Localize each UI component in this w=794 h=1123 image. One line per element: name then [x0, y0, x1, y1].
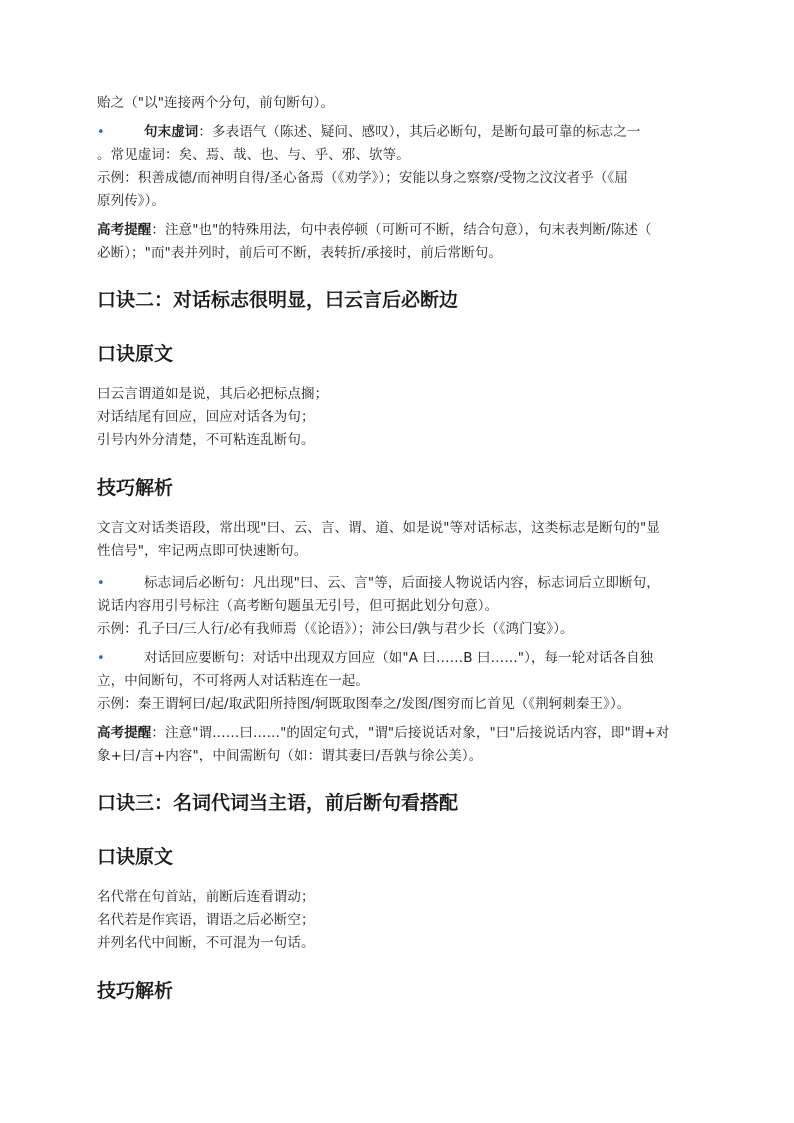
term-definition: ：多表语气（陈述、疑问、感叹），其后必断句，是断句最可靠的标志之一: [198, 124, 641, 140]
exam-tip-label: 高考提醒: [97, 725, 152, 741]
list-item-dialogue-response: [97, 647, 699, 716]
term-definition-cont: 。常见虚词：矣、焉、哉、也、与、乎、邪、欤等。: [97, 147, 410, 163]
exam-tip-text: ：注意"谓……曰……"的固定句式，"谓"后接说话对象，"曰"后接说话内容，即"谓+对: [151, 725, 670, 741]
verse-line: 引号内外分清楚，不可粘连乱断句。: [97, 432, 315, 448]
verse-line: 并列名代中间断，不可混为一句话。: [97, 935, 315, 951]
list-item-text: 标志词后必断句：凡出现"曰、云、言"等，后面接人物说话内容，标志词后立即断句，: [144, 575, 660, 591]
exam-tip-text-cont: 象+曰/言+内容"，中间需断句（如：谓其妻曰/吾孰与徐公美）。: [97, 748, 483, 764]
verse-heading: 口诀原文: [97, 343, 174, 365]
analysis-text: 文言文对话类语段，常出现"曰、云、言、谓、道、如是说"等对话标志，这类标志是断句的"显: [97, 520, 660, 536]
exam-tip: [97, 722, 699, 768]
example-line-cont: 原列传》）。: [97, 193, 166, 209]
term-label: 句末虚词: [144, 124, 199, 140]
list-item-text-cont: 说话内容用引号标注（高考断句题虽无引号，但可据此划分句意）。: [97, 598, 499, 614]
verse-line: 曰云言谓道如是说，其后必把标点搁；: [97, 386, 329, 402]
intro-line: 贻之（"以"连接两个分句，前句断句）。: [97, 95, 335, 111]
exam-tip-label: 高考提醒: [97, 222, 152, 238]
exam-tip-text: ：注意"也"的特殊用法，句中表停顿（可断可不断，结合句意），句末表判断/陈述（: [151, 222, 652, 238]
analysis-heading: 技巧解析: [97, 477, 174, 499]
exam-tip-text-cont: 必断）；"而"表并列时，前后可不断，表转折/承接时，前后常断句。: [97, 245, 502, 261]
bullet-icon: •: [97, 576, 105, 591]
bullet-icon: •: [97, 651, 105, 666]
verse-line: 对话结尾有回应，回应对话各为句；: [97, 409, 315, 425]
section-title: 口诀二：对话标志很明显，曰云言后必断边: [97, 289, 459, 311]
document-page: [97, 92, 699, 1006]
verse-line: 名代常在句首站，前断后连看谓动；: [97, 889, 315, 905]
list-item-marker-words: [97, 572, 699, 641]
verse-line: 名代若是作宾语，谓语之后必断空；: [97, 912, 315, 928]
exam-tip: [97, 219, 699, 265]
example-line: 示例：孔子曰/三人行/必有我师焉（《论语》）；沛公曰/孰与君少长（《鸿门宴》）。: [97, 621, 574, 637]
list-item-sentence-final-particles: [97, 121, 699, 213]
bullet-icon: •: [97, 125, 105, 140]
example-line: 示例：积善成德/而神明自得/圣心备焉（《劝学》）；安能以身之察察/受物之汶汶者乎（《屈: [97, 170, 628, 186]
analysis-heading: 技巧解析: [97, 980, 174, 1002]
list-item-text-cont: 立，中间断句，不可将两人对话粘连在一起。: [97, 673, 369, 689]
analysis-text-cont: 性信号"，牢记两点即可快速断句。: [97, 543, 308, 559]
section-title: 口诀三：名词代词当主语，前后断句看搭配: [97, 792, 459, 814]
verse-heading: 口诀原文: [97, 846, 174, 868]
example-line: 示例：秦王谓轲曰/起/取武阳所持图/轲既取图奉之/发图/图穷而匕首见（《荆轲刺秦王》）。: [97, 696, 631, 712]
list-item-text: 对话回应要断句：对话中出现双方回应（如"A 曰……B 曰……"），每一轮对话各自独: [144, 650, 654, 666]
